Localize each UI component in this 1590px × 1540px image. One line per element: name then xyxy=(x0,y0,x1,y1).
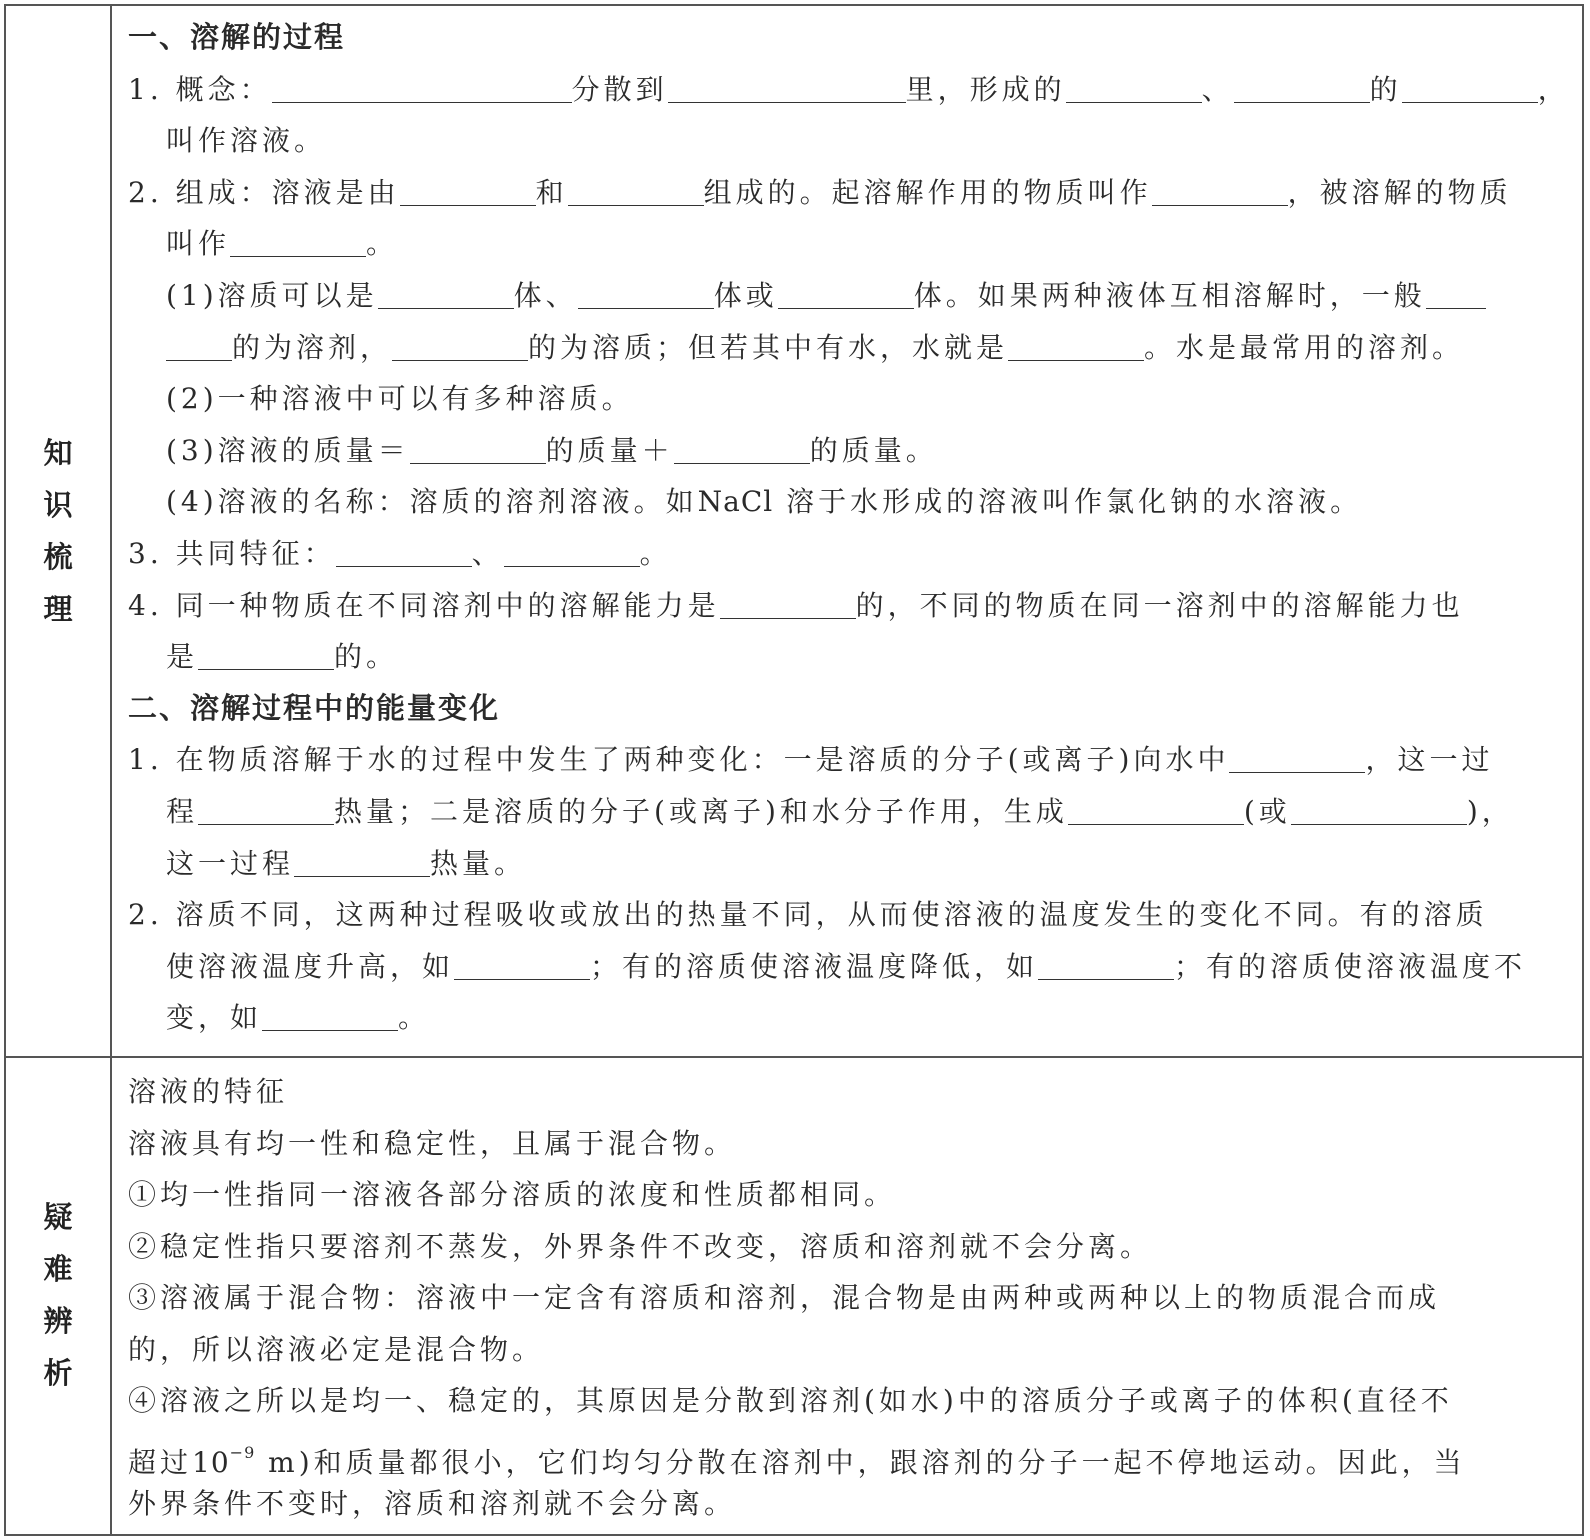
blank[interactable] xyxy=(336,536,472,567)
common-features-line: 3. 共同特征： 、 。 xyxy=(128,536,672,570)
blank[interactable] xyxy=(1066,72,1202,103)
analysis-point-1: ①均一性指同一溶液各部分溶质的浓度和性质都相同。 xyxy=(128,1178,897,1211)
composition-line: 2. 组成：溶液是由 和 组成的。起溶解作用的物质叫作 ，被溶解的物质 xyxy=(128,175,1512,209)
blank[interactable] xyxy=(198,794,334,825)
blank[interactable] xyxy=(1229,742,1365,773)
analysis-point-4-cont: 超过$10^{-9}$ m)和质量都很小，它们均匀分散在溶剂中，跟溶剂的分子一起不停地运动。因此，当 xyxy=(128,1442,1466,1479)
temperature-line-1: 2. 溶质不同，这两种过程吸收或放出的热量不同，从而使溶液的温度发生的变化不同。有的溶质 xyxy=(128,898,1488,932)
blank[interactable] xyxy=(568,175,704,206)
blank[interactable] xyxy=(1038,949,1174,980)
solution-name-line: (4)溶液的名称：溶质的溶剂溶液。如NaCl 溶于水形成的溶液叫作氯化钠的水溶液。 xyxy=(166,485,1363,519)
knowledge-label-cell xyxy=(6,6,112,1056)
blank[interactable] xyxy=(1234,72,1370,103)
blank[interactable] xyxy=(166,330,232,361)
temperature-line-2: 使溶液温度升高，如 ；有的溶质使溶液温度降低，如 ；有的溶质使溶液温度不 xyxy=(166,949,1527,983)
analysis-title: 溶液的特征 xyxy=(128,1075,289,1108)
blank[interactable] xyxy=(392,330,528,361)
analysis-summary: 溶液具有均一性和稳定性，且属于混合物。 xyxy=(128,1126,737,1160)
knowledge-row xyxy=(6,6,1582,1058)
blank[interactable] xyxy=(262,1000,398,1031)
blank[interactable] xyxy=(504,536,640,567)
blank[interactable] xyxy=(378,278,514,309)
analysis-point-4-end: 外界条件不变时，溶质和溶剂就不会分离。 xyxy=(128,1487,737,1520)
analysis-label: 疑难辨析 xyxy=(43,1200,73,1390)
blank[interactable] xyxy=(1068,794,1244,825)
blank[interactable] xyxy=(668,72,906,103)
solubility-line: 4. 同一种物质在不同溶剂中的溶解能力是 的，不同的物质在同一溶剂中的溶解能力也 xyxy=(128,588,1464,622)
solute-states-line: (1)溶质可以是 体、 体或 体。如果两种液体互相溶解时，一般 xyxy=(128,270,1568,322)
blank[interactable] xyxy=(1426,278,1486,309)
blank[interactable] xyxy=(1008,330,1144,361)
multiple-solutes-line: (2)一种溶液中可以有多种溶质。 xyxy=(166,382,634,416)
blank[interactable] xyxy=(230,226,366,257)
analysis-row xyxy=(6,1056,1582,1534)
section-heading-1: 一、溶解的过程 xyxy=(128,20,346,54)
analysis-label-cell xyxy=(6,1056,112,1534)
blank[interactable] xyxy=(294,846,430,877)
blank[interactable] xyxy=(410,433,546,464)
solute-states-line-cont: 的为溶剂， 的为溶质；但若其中有水，水就是 。水是最常用的溶剂。 xyxy=(128,322,1568,374)
worksheet-table xyxy=(4,4,1584,1536)
energy-line-2: 程 热量；二是溶质的分子(或离子)和水分子作用，生成 (或 )， xyxy=(166,794,1514,828)
energy-line-1: 1. 在物质溶解于水的过程中发生了两种变化：一是溶质的分子(或离子)向水中 ，这一过 xyxy=(128,743,1494,777)
knowledge-label: 知识梳理 xyxy=(43,436,73,626)
analysis-point-2: ②稳定性指只要溶剂不蒸发，外界条件不改变，溶质和溶剂就不会分离。 xyxy=(128,1229,1153,1263)
blank[interactable] xyxy=(454,949,590,980)
analysis-point-3-cont: 的，所以溶液必定是混合物。 xyxy=(128,1332,545,1366)
blank[interactable] xyxy=(778,278,914,309)
analysis-point-4: ④溶液之所以是均一、稳定的，其原因是分散到溶剂(如水)中的溶质分子或离子的体积(直径不 xyxy=(128,1384,1453,1417)
blank[interactable] xyxy=(1402,72,1538,103)
blank[interactable] xyxy=(1152,175,1288,206)
energy-line-3: 这一过程 热量。 xyxy=(166,846,527,880)
blank[interactable] xyxy=(720,588,856,619)
analysis-point-3: ③溶液属于混合物：溶液中一定含有溶质和溶剂，混合物是由两种或两种以上的物质混合而成 xyxy=(128,1281,1441,1314)
composition-line-cont: 叫作 。 xyxy=(166,227,399,261)
blank[interactable] xyxy=(578,278,714,309)
analysis-content xyxy=(128,1066,1568,1530)
solubility-line-cont: 是 的。 xyxy=(166,640,399,674)
section-heading-2: 二、溶解过程中的能量变化 xyxy=(128,690,501,725)
blank[interactable] xyxy=(674,433,810,464)
blank[interactable] xyxy=(198,639,334,670)
blank[interactable] xyxy=(1291,794,1467,825)
knowledge-content xyxy=(128,12,1568,1044)
blank[interactable] xyxy=(272,72,572,103)
solution-mass-line: (3)溶液的质量＝ 的质量＋ 的质量。 xyxy=(166,433,938,467)
concept-line: 1. 概念： 分散到 里，形成的 、 的 ， xyxy=(128,72,1570,106)
blank[interactable] xyxy=(400,175,536,206)
concept-line-cont: 叫作溶液。 xyxy=(166,124,327,158)
temperature-line-3: 变，如 。 xyxy=(166,1001,431,1035)
